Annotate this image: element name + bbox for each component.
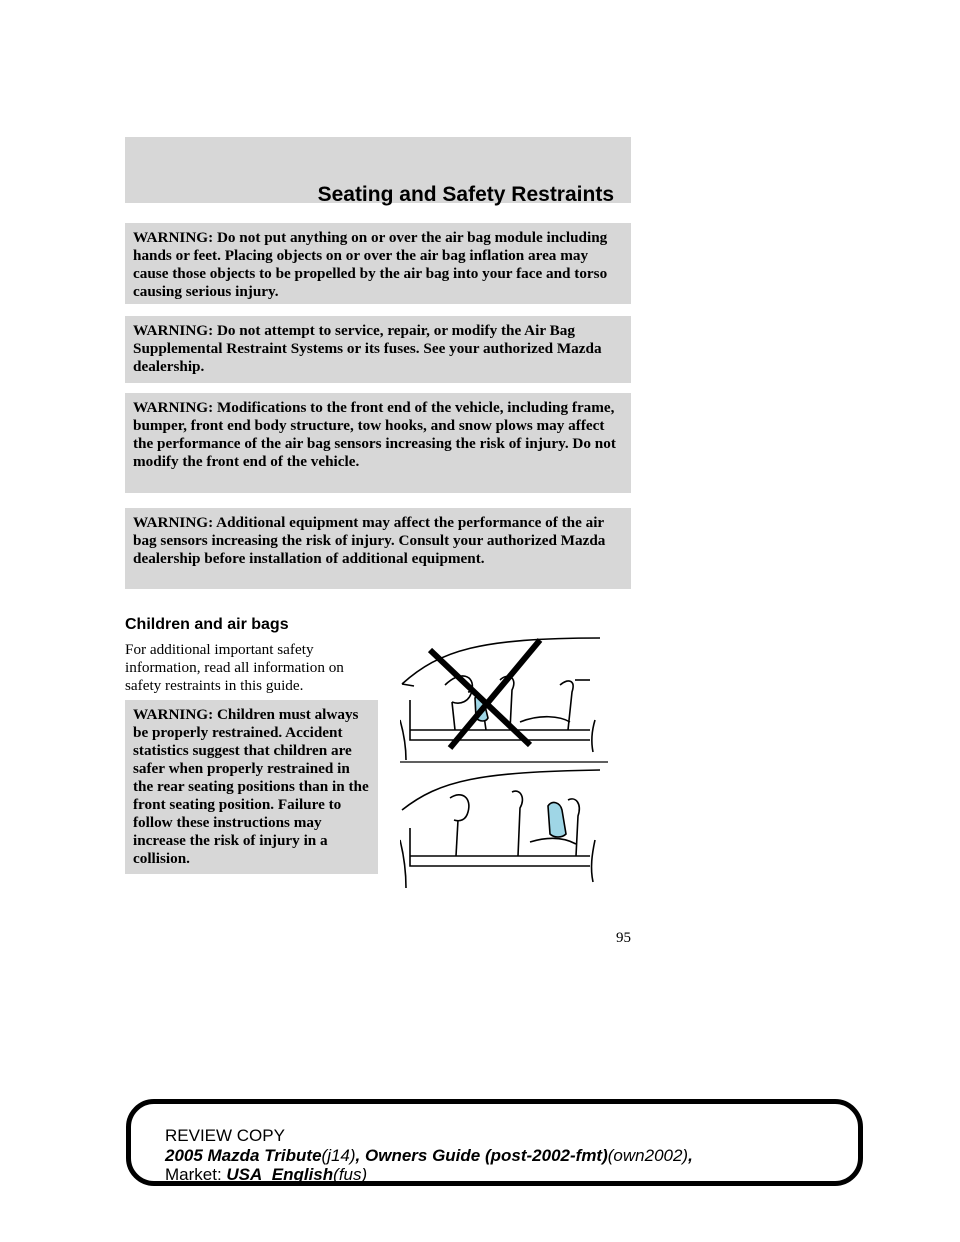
model-code: (j14)	[321, 1146, 356, 1165]
child-seat-illustration	[400, 630, 608, 895]
market-label: Market:	[165, 1165, 227, 1184]
warning-box-airbag-module	[125, 223, 631, 304]
review-copy-model-line	[165, 1146, 693, 1166]
warning-text: WARNING: Additional equipment may affect the performance of the air bag sensors increasing the risk of injury. Consult your authorized Mazda dealership before installation of additional equipment.	[133, 514, 606, 567]
warning-box-front-end	[125, 393, 631, 493]
section-body: For additional important safety information, read all information on safety restraints in this guide.	[125, 641, 344, 694]
review-copy-label: REVIEW COPY	[165, 1126, 285, 1145]
rear-seat-car-diagram	[400, 770, 600, 888]
separator: ,	[355, 1146, 365, 1165]
guide-name: Owners Guide (post-2002-fmt)	[365, 1146, 608, 1165]
model-name: 2005 Mazda Tribute	[165, 1146, 322, 1165]
separator: ,	[688, 1146, 693, 1165]
warning-box-children	[125, 700, 378, 874]
market-value: USA_English	[226, 1165, 334, 1184]
rear-child-seat	[548, 803, 566, 837]
page-number: 95	[616, 930, 631, 946]
warning-box-equipment	[125, 508, 631, 589]
section-heading: Children and air bags	[125, 616, 289, 633]
warning-text: WARNING: Modifications to the front end of the vehicle, including frame, bumper, front end body structure, tow hooks, and snow plows may affect the performance of the air bag sensors increasing the risk of injury. Do not modify the front end of the vehicle.	[133, 399, 616, 470]
warning-text: WARNING: Do not put anything on or over the air bag module including hands or feet. Placing objects on or over the air bag inflation area may cause those objects to be propelled by the air bag into your face and torso causing serious injury.	[133, 229, 608, 300]
warning-box-service	[125, 316, 631, 383]
review-copy-market-line	[165, 1165, 367, 1185]
warning-text: WARNING: Do not attempt to service, repair, or modify the Air Bag Supplemental Restraint Systems or its fuses. See your authorized Mazda dealership.	[133, 322, 602, 375]
guide-code: (own2002)	[607, 1146, 689, 1165]
page-section-title: Seating and Safety Restraints	[317, 183, 614, 206]
front-seat-car-diagram	[400, 638, 600, 760]
warning-text: WARNING: Children must always be properly restrained. Accident statistics suggest that children are safer when properly restrained in the rear seating positions than in the front seating position. Failure to follow these instructions may increase the risk of injury in a collision.	[133, 706, 369, 867]
market-code: (fus)	[333, 1165, 368, 1184]
